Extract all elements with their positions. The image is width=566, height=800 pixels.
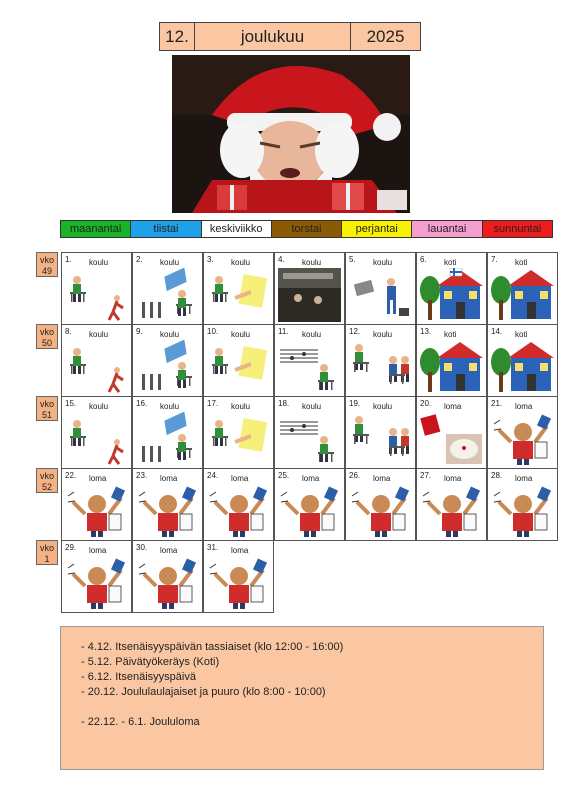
day-cell (487, 252, 558, 325)
week-label: vko 52 (36, 468, 58, 493)
day-activity-label: loma (89, 546, 107, 555)
day-activity-label: koulu (89, 330, 109, 339)
day-activity-label: koulu (160, 330, 180, 339)
weekday-tiistai: tiistai (130, 220, 201, 238)
day-cell (61, 396, 132, 469)
weekday-keskiviikko: keskiviikko (201, 220, 272, 238)
weekday-maanantai: maanantai (60, 220, 131, 238)
day-date: 7. (491, 255, 498, 264)
day-activity-label: koti (515, 258, 528, 267)
day-cell (416, 396, 487, 469)
day-cell (487, 396, 558, 469)
day-date: 3. (207, 255, 214, 264)
note-spacer (81, 701, 543, 716)
day-date: 21. (491, 399, 503, 408)
day-cell (274, 396, 345, 469)
day-date: 13. (420, 327, 432, 336)
day-cell (345, 468, 416, 541)
day-activity-label: loma (231, 474, 249, 483)
day-activity-label: loma (302, 474, 320, 483)
day-cell (416, 252, 487, 325)
day-cell (203, 468, 274, 541)
day-cell (203, 324, 274, 397)
day-activity-label: koulu (231, 402, 251, 411)
day-activity-label: koulu (302, 258, 322, 267)
santa-photo (172, 55, 410, 213)
day-date: 1. (65, 255, 72, 264)
weekday-sunnuntai: sunnuntai (482, 220, 553, 238)
day-cell (132, 252, 203, 325)
day-cell (345, 252, 416, 325)
day-date: 11. (278, 327, 289, 336)
weekday-perjantai: perjantai (341, 220, 412, 238)
day-cell (274, 252, 345, 325)
day-cell (203, 540, 274, 613)
day-activity-label: loma (160, 546, 178, 555)
day-activity-label: koulu (160, 258, 180, 267)
week-label: vko 51 (36, 396, 58, 421)
day-activity-label: loma (160, 474, 178, 483)
day-date: 18. (278, 399, 290, 408)
day-date: 26. (349, 471, 361, 480)
day-date: 28. (491, 471, 503, 480)
day-cell (203, 396, 274, 469)
week-label: vko 49 (36, 252, 58, 277)
day-activity-label: koulu (89, 258, 109, 267)
day-activity-label: loma (515, 402, 533, 411)
week-label: vko 50 (36, 324, 58, 349)
day-activity-label: koulu (373, 402, 393, 411)
day-activity-label: koulu (373, 258, 393, 267)
day-cell (274, 468, 345, 541)
day-date: 19. (349, 399, 361, 408)
day-cell (274, 324, 345, 397)
day-date: 16. (136, 399, 148, 408)
day-date: 6. (420, 255, 427, 264)
note-line: - 5.12. Päivätyökeräys (Koti) (81, 656, 220, 668)
day-activity-label: koulu (231, 258, 251, 267)
day-cell (132, 396, 203, 469)
note-line: - 4.12. Itsenäisyyspäivän tassiaiset (klo 12:00 - 16:00) (81, 641, 344, 653)
day-date: 5. (349, 255, 356, 264)
day-date: 24. (207, 471, 219, 480)
day-activity-label: loma (515, 474, 533, 483)
day-activity-label: koulu (373, 330, 393, 339)
week-label: vko 1 (36, 540, 58, 565)
day-activity-label: koulu (302, 330, 322, 339)
day-cell (345, 396, 416, 469)
day-date: 10. (207, 327, 219, 336)
note-line: - 20.12. Joululaulajaiset ja puuro (klo 8:00 - 10:00) (81, 686, 326, 698)
note-line: - 6.12. Itsenäisyyspäivä (81, 671, 196, 683)
day-date: 17. (207, 399, 219, 408)
day-cell (416, 324, 487, 397)
month-name: joulukuu (195, 23, 351, 50)
day-cell (487, 468, 558, 541)
month-header (159, 22, 421, 51)
day-date: 25. (278, 471, 290, 480)
day-date: 27. (420, 471, 432, 480)
day-date: 22. (65, 471, 77, 480)
day-activity-label: loma (444, 402, 462, 411)
note-line: - 22.12. - 6.1. Joululoma (81, 716, 200, 728)
day-cell (61, 540, 132, 613)
day-cell (487, 324, 558, 397)
day-activity-label: koti (444, 330, 457, 339)
day-date: 15. (65, 399, 77, 408)
day-activity-label: loma (373, 474, 391, 483)
day-activity-label: loma (444, 474, 462, 483)
day-date: 31. (207, 543, 219, 552)
day-activity-label: koulu (302, 402, 322, 411)
day-date: 29. (65, 543, 77, 552)
day-date: 12. (349, 327, 361, 336)
day-date: 4. (278, 255, 285, 264)
day-date: 2. (136, 255, 143, 264)
year: 2025 (366, 26, 405, 46)
day-cell (132, 540, 203, 613)
day-activity-label: koulu (231, 330, 251, 339)
day-cell (132, 468, 203, 541)
notes-box (60, 626, 544, 770)
day-cell (345, 324, 416, 397)
day-date: 30. (136, 543, 148, 552)
day-date: 23. (136, 471, 148, 480)
day-cell (61, 468, 132, 541)
weekday-header (60, 220, 552, 238)
day-activity-label: koti (444, 258, 457, 267)
day-cell (132, 324, 203, 397)
day-activity-label: koulu (89, 402, 109, 411)
day-activity-label: loma (231, 546, 249, 555)
day-cell (203, 252, 274, 325)
month-number: 12. (160, 23, 195, 50)
day-cell (61, 252, 132, 325)
day-date: 20. (420, 399, 432, 408)
day-activity-label: koulu (160, 402, 180, 411)
weekday-lauantai: lauantai (411, 220, 482, 238)
day-date: 14. (491, 327, 503, 336)
day-date: 9. (136, 327, 143, 336)
day-cell (416, 468, 487, 541)
day-date: 8. (65, 327, 72, 336)
day-cell (61, 324, 132, 397)
weekday-torstai: torstai (271, 220, 342, 238)
day-activity-label: loma (89, 474, 107, 483)
day-activity-label: koti (515, 330, 528, 339)
